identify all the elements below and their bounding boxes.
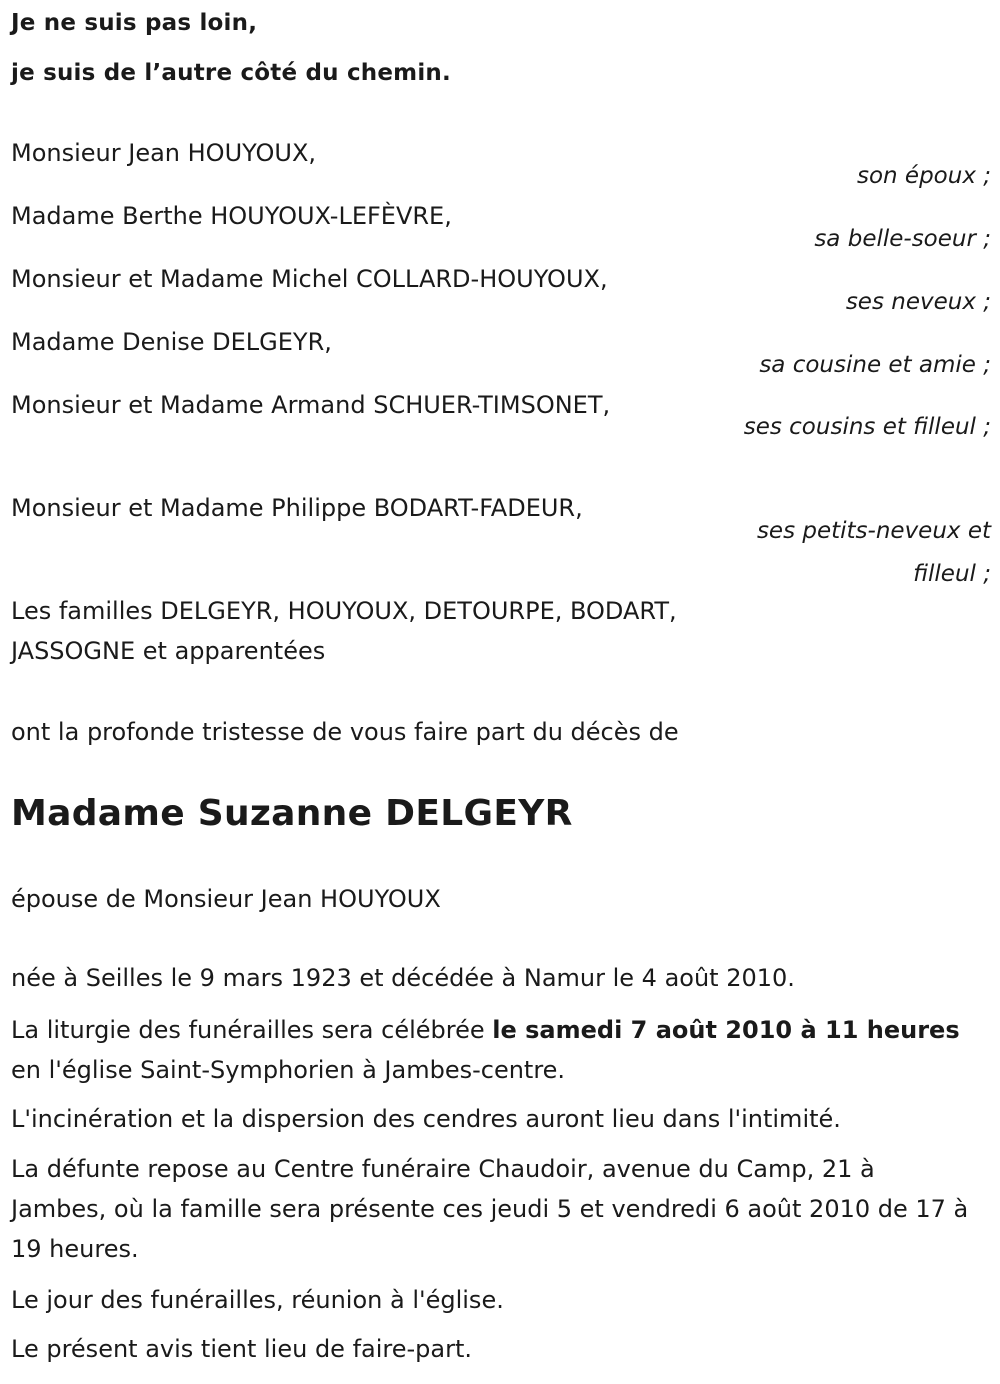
family-member-name: Madame Denise DELGEYR,	[11, 328, 332, 356]
family-member-name: Monsieur et Madame Armand SCHUER-TIMSONET,	[11, 391, 611, 419]
family-member-name: Monsieur Jean HOUYOUX,	[11, 139, 317, 167]
repose-paragraph: La défunte repose au Centre funéraire Chaudoir, avenue du Camp, 21 à Jambes, où la famille sera présente ces jeudi 5 et vendredi 6 août 2010 de 17 à 19 heures.	[11, 1155, 969, 1263]
notice-paragraph: Le présent avis tient lieu de faire-part.	[11, 1335, 473, 1363]
deceased-name: Madame Suzanne DELGEYR	[11, 793, 573, 834]
reunion-paragraph: Le jour des funérailles, réunion à l'église.	[11, 1286, 504, 1314]
family-member-name: Monsieur et Madame Philippe BODART-FADEUR,	[11, 494, 583, 522]
family-member-relation: ses cousins et filleul ;	[743, 414, 991, 440]
liturgy-text: La liturgie des funérailles sera célébrée	[11, 1016, 493, 1044]
liturgy-date-time: le samedi 7 août 2010 à 11 heures	[492, 1016, 960, 1044]
families-line: JASSOGNE et apparentées	[11, 637, 326, 665]
family-member-name: Monsieur et Madame Michel COLLARD-HOUYOUX,	[11, 265, 608, 293]
family-member-relation: ses neveux ;	[845, 289, 991, 315]
family-member-relation: sa belle-soeur ;	[814, 226, 991, 252]
poem-line-2: je suis de l’autre côté du chemin.	[11, 60, 451, 86]
families-line: Les familles DELGEYR, HOUYOUX, DETOURPE, BODART,	[11, 597, 677, 625]
poem-line-1: Je ne suis pas loin,	[11, 10, 258, 36]
liturgy-paragraph	[11, 1010, 971, 1090]
announcement-text: ont la profonde tristesse de vous faire part du décès de	[11, 718, 679, 746]
birth-death-line: née à Seilles le 9 mars 1923 et décédée à Namur le 4 août 2010.	[11, 964, 795, 992]
liturgy-location: en l'église Saint-Symphorien à Jambes-centre.	[11, 1056, 566, 1084]
spouse-line: épouse de Monsieur Jean HOUYOUX	[11, 885, 441, 913]
family-member-name: Madame Berthe HOUYOUX-LEFÈVRE,	[11, 202, 452, 230]
incineration-paragraph: L'incinération et la dispersion des cendres auront lieu dans l'intimité.	[11, 1105, 841, 1133]
family-member-relation: sa cousine et amie ;	[759, 352, 991, 378]
family-member-relation: son époux ;	[856, 163, 991, 189]
family-member-relation: ses petits-neveux et filleul ;	[756, 518, 991, 587]
